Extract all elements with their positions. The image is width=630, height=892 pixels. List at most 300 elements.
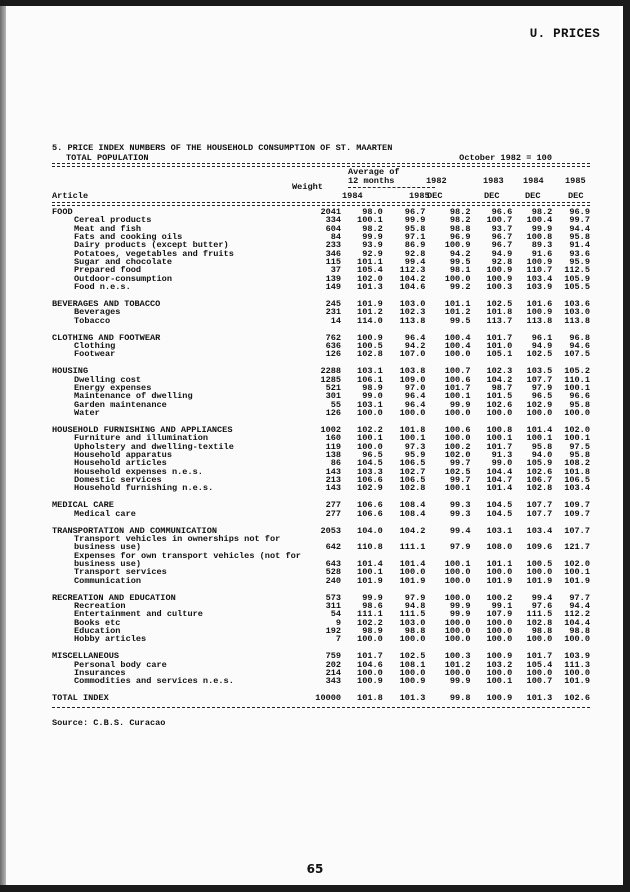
article-label: Potatoes, vegetables and fruits [74,248,234,259]
article-label: Dairy products (except butter) [74,240,229,251]
cell-weight: 334 [325,215,342,226]
cell-dec85: 96.6 [569,391,590,402]
cell-weight: 233 [325,240,342,251]
cell-avg84: 100.9 [357,332,383,343]
cell-dec85: 98.8 [569,625,590,636]
cell-avg85: 103.0 [399,299,426,310]
cell-avg84: 100.0 [357,408,383,418]
cell-weight: 54 [330,609,342,620]
article-label: Outdoor-consumption [74,273,172,284]
cell-dec85: 113.8 [564,315,590,326]
cell-dec82: 99.5 [449,257,471,268]
cell-dec85: 97.5 [569,441,590,452]
cell-avg84: 93.9 [362,240,383,251]
cell-avg85: 94.8 [404,600,426,611]
cell-dec82: 99.7 [449,458,471,469]
cell-weight: 149 [325,282,342,293]
cell-avg85: 97.1 [404,232,426,243]
cell-dec84: 100.0 [526,634,553,645]
cell-dec83: 100.0 [486,617,513,628]
cell-avg85: 94.2 [404,341,426,351]
col-header-article: Article [52,191,89,201]
article-label: TOTAL INDEX [52,693,109,704]
cell-dec83: 101.9 [486,575,513,586]
cell-dec84: 99.9 [531,223,553,234]
cell-dec84: 106.7 [526,475,553,485]
cell-dec82: 99.9 [449,609,471,620]
cell-dec84: 96.1 [531,332,553,343]
cell-dec83: 100.0 [486,634,513,645]
cell-dec85: 107.7 [564,525,590,536]
cell-dec84: 95.8 [531,441,553,452]
cell-dec85: 91.4 [569,240,590,251]
cell-dec85: 107.5 [564,349,590,360]
cell-dec85: 95.8 [569,232,590,243]
cell-dec82: 100.0 [444,634,471,645]
page-number: 65 [306,862,324,876]
cell-dec83: 94.9 [491,248,513,259]
cell-avg84: 104.5 [357,458,383,469]
cell-dec84: 103.4 [526,525,553,536]
cell-dec82: 97.9 [449,542,471,553]
cell-avg85: 92.8 [404,248,426,259]
article-label: business use) [74,558,142,569]
cell-avg85: 111.1 [399,542,426,553]
cell-avg84: 99.9 [362,232,383,243]
cell-avg84: 102.0 [357,273,383,284]
header-rule-top [52,163,590,164]
cell-dec82: 98.1 [449,265,471,276]
cell-avg85: 97.3 [404,441,426,452]
cell-dec84: 97.6 [531,600,553,611]
cell-dec83: 100.0 [486,408,513,418]
cell-dec83: 101.7 [486,332,513,343]
cell-dec85: 95.8 [569,449,590,460]
cell-weight: 202 [325,659,342,670]
article-label: Garden maintenance [74,399,167,410]
cell-weight: 277 [325,500,342,511]
average-underline [348,187,435,188]
cell-dec83: 102.3 [486,366,513,377]
cell-dec82: 99.5 [449,315,471,326]
cell-avg85: 109.0 [399,374,426,385]
cell-avg84: 103.1 [357,399,383,410]
cell-dec84: 100.7 [526,676,553,687]
cell-dec84: 98.2 [531,207,553,217]
cell-dec83: 103.2 [486,659,513,670]
cell-dec83: 103.1 [486,525,513,536]
cell-dec83: 96.6 [491,207,513,217]
cell-weight: 231 [325,307,342,318]
cell-avg85: 104.6 [399,282,426,293]
article-label: Sugar and chocolate [74,257,172,268]
cell-avg85: 113.8 [399,315,426,326]
cell-dec83: 100.0 [486,567,513,578]
article-label: Personal body care [74,659,167,670]
cell-avg85: 97.0 [404,382,426,393]
cell-weight: 126 [325,408,342,418]
cell-dec84: 102.8 [526,617,553,628]
cell-dec83: 104.2 [486,374,513,385]
cell-avg84: 105.4 [357,265,383,276]
cell-avg85: 86.9 [404,240,426,251]
article-label: Cereal products [74,215,152,226]
cell-dec85: 103.4 [564,483,590,494]
cell-dec83: 100.2 [486,592,513,603]
cell-dec84: 107.7 [526,500,553,511]
cell-weight: 604 [325,223,342,234]
cell-avg85: 106.5 [399,475,426,485]
cell-dec83: 101.0 [486,341,513,351]
cell-avg85: 108.4 [399,508,426,519]
cell-weight: 138 [325,449,342,460]
cell-dec84: 94.9 [531,341,553,351]
cell-dec83: 96.7 [491,240,513,251]
cell-dec83: 108.0 [486,542,513,553]
cell-avg84: 100.0 [357,667,383,678]
cell-weight: 762 [325,332,342,343]
cell-avg84: 100.0 [357,441,383,452]
cell-dec83: 99.1 [491,600,513,611]
cell-dec82: 100.0 [444,349,471,360]
cell-avg85: 96.7 [404,207,426,217]
cell-avg85: 103.8 [399,366,426,377]
cell-dec85: 110.1 [564,374,590,385]
cell-dec84: 102.9 [526,399,553,410]
cell-dec82: 100.4 [444,341,471,351]
article-label: Insurances [74,667,126,678]
cell-dec83: 105.1 [486,349,513,360]
cell-dec85: 121.7 [564,542,590,553]
cell-avg85: 104.2 [399,525,426,536]
cell-dec83: 93.7 [491,223,513,234]
cell-dec83: 107.9 [486,609,513,620]
col-header-dec-1983: DEC [484,191,500,201]
cell-dec83: 102.5 [486,299,513,310]
cell-weight: 86 [330,458,342,469]
cell-avg85: 101.4 [399,558,426,569]
article-label: Household furnishing n.e.s. [74,483,214,494]
cell-dec82: 99.2 [449,282,471,293]
table-row [52,409,590,417]
article-label: Maintenance of dwelling [74,391,193,402]
cell-dec85: 101.9 [564,676,590,687]
cell-avg84: 101.1 [357,257,383,268]
cell-avg84: 98.0 [362,207,383,217]
cell-dec82: 99.8 [449,693,471,704]
cell-dec84: 100.4 [526,215,553,226]
cell-dec82: 99.3 [449,500,471,511]
col-header-weight: Weight [292,182,323,192]
header-rule-bottom [52,202,590,203]
cell-avg85: 102.3 [399,307,426,318]
cell-avg84: 102.2 [357,617,383,628]
cell-dec84: 101.9 [526,575,553,586]
cell-avg85: 100.9 [399,676,426,687]
cell-avg84: 100.1 [357,433,383,444]
cell-avg84: 106.1 [357,374,383,385]
col-header-average: Average of [348,167,400,177]
cell-dec82: 100.6 [444,424,471,435]
cell-dec83: 113.7 [486,315,513,326]
article-label: TRANSPORTATION AND COMMUNICATION [52,525,218,536]
cell-avg84: 98.6 [362,600,383,611]
article-label: HOUSING [52,366,89,377]
col-header-1982: 1982 [426,176,447,186]
article-label: Clothing [74,341,116,351]
cell-dec83: 100.3 [486,282,513,293]
cell-dec84: 100.0 [526,567,553,578]
cell-dec83: 104.5 [486,508,513,519]
cell-avg84: 100.5 [357,341,383,351]
cell-dec82: 100.0 [444,617,471,628]
cell-dec83: 100.9 [486,265,513,276]
cell-avg85: 108.1 [399,659,426,670]
table-row [52,510,590,518]
article-label: Fats and cooking oils [74,232,183,243]
article-label: RECREATION AND EDUCATION [52,592,176,603]
cell-dec84: 100.5 [526,558,553,569]
cell-weight: 143 [325,466,342,477]
cell-avg85: 97.9 [404,592,426,603]
cell-dec82: 99.3 [449,508,471,519]
cell-weight: 9 [335,617,342,628]
article-label: BEVERAGES AND TOBACCO [52,299,161,310]
cell-dec84: 101.6 [526,299,553,310]
cell-dec85: 97.7 [569,592,590,603]
cell-dec82: 101.1 [444,299,471,310]
cell-dec84: 113.8 [526,315,553,326]
cell-dec82: 100.0 [444,567,471,578]
article-label: Hobby articles [74,634,147,645]
cell-avg85: 96.4 [404,399,426,410]
cell-avg85: 98.8 [404,625,426,636]
cell-avg84: 114.0 [357,315,383,326]
article-label: Household articles [74,458,167,469]
cell-avg84: 100.9 [357,676,383,687]
cell-dec83: 100.0 [486,625,513,636]
cell-avg85: 95.8 [404,223,426,234]
cell-dec82: 98.8 [449,223,471,234]
article-label: Education [74,625,121,636]
cell-dec83: 100.1 [486,676,513,687]
article-label: business use) [74,542,142,553]
col-header-1985: 1985 [565,176,586,186]
col-header-avg-1985: 1985 [409,191,430,201]
cell-avg84: 101.2 [357,307,383,318]
cell-avg85: 103.0 [399,617,426,628]
cell-avg84: 104.0 [357,525,383,536]
cell-dec84: 110.7 [526,265,553,276]
cell-dec85: 100.1 [564,567,590,578]
article-label: MISCELLANEOUS [52,651,120,662]
cell-avg84: 100.0 [357,634,383,645]
table-row [52,283,590,291]
cell-dec85: 106.5 [564,475,590,485]
cell-avg85: 100.1 [399,433,426,444]
cell-avg84: 92.9 [362,248,383,259]
cell-dec85: 95.8 [569,399,590,410]
cell-dec83: 92.8 [491,257,513,268]
cell-dec84: 103.5 [526,366,553,377]
cell-weight: 119 [325,441,342,452]
cell-dec82: 100.0 [444,273,471,284]
cell-dec82: 101.2 [444,659,471,670]
cell-dec84: 109.6 [526,542,553,553]
article-label: Transport services [74,567,167,578]
cell-dec85: 103.9 [564,651,590,662]
article-label: Prepared food [74,265,142,276]
cell-dec83: 104.5 [486,500,513,511]
cell-avg85: 102.5 [399,651,426,662]
article-label: Food n.e.s. [74,282,131,293]
article-label: Water [74,408,100,418]
table-row [52,484,590,492]
cell-dec84: 98.8 [531,625,553,636]
cell-dec83: 101.4 [486,483,513,494]
cell-dec83: 104.7 [486,475,513,485]
cell-dec84: 105.9 [526,458,553,469]
cell-dec85: 96.9 [569,207,590,217]
cell-dec84: 100.8 [526,232,553,243]
article-label: Household expenses n.e.s. [74,466,203,477]
cell-dec84: 100.0 [526,408,553,418]
cell-dec85: 104.4 [564,617,590,628]
cell-avg84: 98.2 [362,223,383,234]
cell-avg84: 110.8 [357,542,383,553]
cell-avg85: 100.0 [399,408,426,418]
article-label: HOUSEHOLD FURNISHING AND APPLIANCES [52,424,233,435]
cell-dec82: 100.6 [444,374,471,385]
article-label: Tobacco [74,315,111,326]
cell-dec84: 102.5 [526,349,553,360]
cell-dec83: 101.1 [486,558,513,569]
cell-weight: 346 [325,248,342,259]
cell-avg84: 104.6 [357,659,383,670]
cell-dec83: 101.8 [486,307,513,318]
cell-dec84: 107.7 [526,374,553,385]
cell-weight: 115 [325,257,342,268]
article-label: Upholstery and dwelling-textile [74,441,234,452]
cell-dec85: 105.2 [564,366,590,377]
cell-dec85: 94.6 [569,341,590,351]
cell-dec84: 94.0 [531,449,553,460]
cell-dec85: 103.6 [564,299,590,310]
cell-avg85: 96.4 [404,391,426,402]
cell-avg84: 100.1 [357,215,383,226]
cell-weight: 245 [325,299,342,310]
total-rule [52,707,590,708]
cell-dec85: 100.1 [564,382,590,393]
cell-dec85: 109.7 [564,500,590,511]
cell-dec82: 100.3 [444,651,471,662]
cell-dec85: 105.5 [564,282,590,293]
cell-dec83: 100.9 [486,273,513,284]
cell-dec82: 99.9 [449,676,471,687]
cell-dec85: 102.6 [564,693,590,704]
cell-avg85: 99.9 [404,215,426,226]
cell-avg85: 101.9 [399,575,426,586]
cell-avg85: 101.8 [399,424,426,435]
article-label: Expenses for own transport vehicles (not for [74,550,301,561]
cell-dec85: 105.9 [564,273,590,284]
cell-weight: 528 [325,567,342,578]
cell-avg85: 100.0 [399,634,426,645]
cell-weight: 521 [325,382,342,393]
cell-dec82: 99.7 [449,475,471,485]
article-label: CLOTHING AND FOOTWEAR [52,332,161,343]
cell-weight: 10000 [315,693,342,704]
article-label: Communication [74,575,142,586]
cell-dec84: 107.7 [526,508,553,519]
cell-dec84: 101.3 [526,693,553,704]
group-row [52,694,590,702]
cell-avg84: 98.9 [362,625,383,636]
cell-dec84: 100.9 [526,307,553,318]
cell-weight: 636 [325,341,342,351]
cell-avg84: 101.8 [357,693,383,704]
article-label: Energy expenses [74,382,152,393]
cell-weight: 37 [330,265,342,276]
cell-avg85: 112.3 [399,265,426,276]
cell-dec85: 101.8 [564,466,590,477]
cell-dec83: 100.7 [486,215,513,226]
article-label: MEDICAL CARE [52,500,114,511]
index-base: October 1982 = 100 [459,153,552,163]
cell-avg85: 107.0 [399,349,426,360]
article-label: Footwear [74,349,116,360]
cell-dec84: 100.1 [526,433,553,444]
cell-dec85: 100.0 [564,667,590,678]
cell-weight: 2053 [320,525,342,536]
cell-weight: 759 [325,651,342,662]
cell-dec85: 93.6 [569,248,590,259]
cell-weight: 643 [325,558,342,569]
article-label: Furniture and illumination [74,433,209,444]
cell-dec84: 96.5 [531,391,553,402]
cell-dec84: 91.6 [531,248,553,259]
cell-avg84: 99.0 [362,391,383,402]
cell-dec84: 101.7 [526,651,553,662]
cell-dec84: 103.4 [526,273,553,284]
cell-dec83: 99.0 [491,458,513,469]
cell-dec82: 101.2 [444,307,471,318]
cell-weight: 55 [330,399,342,410]
cell-dec85: 95.9 [569,257,590,268]
section-heading: U. PRICES [529,27,600,41]
cell-weight: 311 [325,600,342,611]
price-index-table [52,208,590,703]
cell-weight: 7 [335,634,342,645]
article-label: Beverages [74,307,121,318]
cell-avg84: 101.4 [357,558,383,569]
cell-dec85: 103.0 [564,307,590,318]
cell-weight: 214 [325,667,342,678]
cell-dec84: 103.9 [526,282,553,293]
table-row [52,635,590,643]
cell-dec85: 108.2 [564,458,590,469]
cell-weight: 343 [325,676,342,687]
table-row [52,577,590,585]
cell-dec85: 96.8 [569,332,590,343]
cell-dec82: 94.2 [449,248,471,259]
cell-avg84: 101.9 [357,299,383,310]
cell-dec84: 105.4 [526,659,553,670]
cell-avg85: 100.0 [399,567,426,578]
cell-weight: 126 [325,349,342,360]
cell-avg84: 102.9 [357,483,383,494]
cell-weight: 573 [325,592,342,603]
